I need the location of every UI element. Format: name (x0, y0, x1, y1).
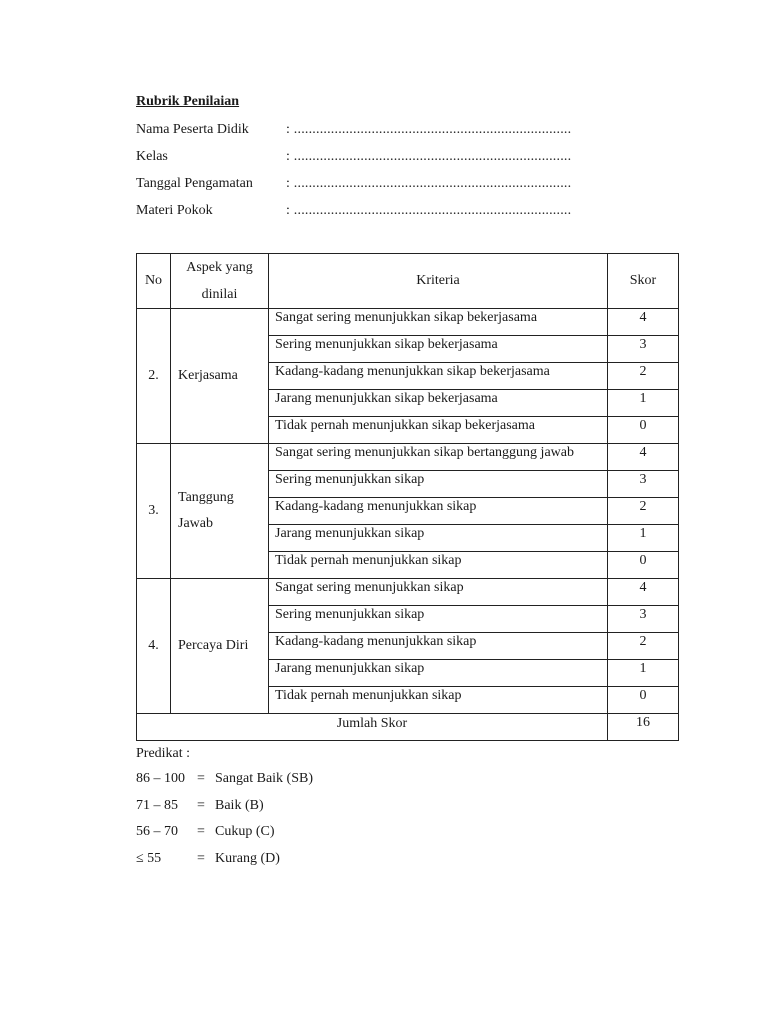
field-fill-line: : ........................................................................... (286, 149, 572, 164)
predikat-item (136, 766, 436, 793)
field-label: Nama Peserta Didik (136, 122, 249, 137)
score-cell: 4 (608, 309, 679, 336)
predikat-item (136, 846, 436, 873)
field-tanggal (136, 170, 636, 197)
predikat-range: 86 – 100 (136, 771, 185, 786)
criteria-cell: Tidak pernah menunjukkan sikap (269, 687, 608, 714)
predikat-section (136, 744, 436, 872)
identity-fields (136, 116, 636, 224)
table-row (137, 444, 679, 471)
header-aspek-line1: Aspek yang (186, 260, 253, 275)
aspect-number: 4. (137, 579, 171, 714)
aspect-name: Kerjasama (171, 309, 269, 444)
criteria-cell: Jarang menunjukkan sikap (269, 660, 608, 687)
score-cell: 2 (608, 633, 679, 660)
total-row (137, 714, 679, 741)
aspect-name: Tanggung Jawab (171, 444, 269, 579)
rubric-table (136, 253, 679, 741)
field-label: Materi Pokok (136, 203, 213, 218)
table-row (137, 309, 679, 336)
field-materi (136, 197, 636, 224)
predikat-desc: Kurang (D) (215, 850, 280, 866)
header-kriteria: Kriteria (269, 254, 608, 309)
total-score: 16 (608, 714, 679, 741)
score-cell: 1 (608, 660, 679, 687)
page-title: Rubrik Penilaian (136, 94, 240, 109)
predikat-equals: = (197, 824, 205, 839)
score-cell: 0 (608, 417, 679, 444)
criteria-cell: Sangat sering menunjukkan sikap (269, 579, 608, 606)
aspect-name: Percaya Diri (171, 579, 269, 714)
header-skor: Skor (608, 254, 679, 309)
field-fill-line: : ........................................................................... (286, 203, 572, 218)
header-aspek-line2: dinilai (201, 287, 238, 302)
predikat-desc: Sangat Baik (SB) (215, 771, 313, 786)
predikat-desc: Cukup (C) (215, 824, 275, 839)
criteria-cell: Sering menunjukkan sikap (269, 606, 608, 633)
score-cell: 3 (608, 606, 679, 633)
field-label: Kelas (136, 149, 168, 164)
aspect-number: 3. (137, 444, 171, 579)
field-label: Tanggal Pengamatan (136, 176, 253, 191)
score-cell: 3 (608, 336, 679, 363)
criteria-cell: Kadang-kadang menunjukkan sikap (269, 633, 608, 660)
predikat-item (136, 793, 436, 820)
criteria-cell: Jarang menunjukkan sikap (269, 525, 608, 552)
table-row (137, 579, 679, 606)
criteria-cell: Sering menunjukkan sikap (269, 471, 608, 498)
criteria-cell: Sangat sering menunjukkan sikap bekerjasama (269, 309, 608, 336)
score-cell: 2 (608, 363, 679, 390)
predikat-range: 71 – 85 (136, 797, 178, 813)
predikat-desc: Baik (B) (215, 797, 264, 813)
criteria-cell: Kadang-kadang menunjukkan sikap (269, 498, 608, 525)
criteria-cell: Kadang-kadang menunjukkan sikap bekerjasama (269, 363, 608, 390)
predikat-equals: = (197, 771, 205, 786)
predikat-range: ≤ 55 (136, 850, 162, 866)
aspect-number: 2. (137, 309, 171, 444)
field-fill-line: : ........................................................................... (286, 122, 572, 137)
predikat-equals: = (197, 797, 205, 813)
criteria-cell: Sering menunjukkan sikap bekerjasama (269, 336, 608, 363)
criteria-cell: Tidak pernah menunjukkan sikap bekerjasama (269, 417, 608, 444)
field-kelas (136, 143, 636, 170)
score-cell: 1 (608, 525, 679, 552)
score-cell: 4 (608, 444, 679, 471)
header-no: No (137, 254, 171, 309)
predikat-item (136, 819, 436, 846)
score-cell: 0 (608, 552, 679, 579)
criteria-cell: Jarang menunjukkan sikap bekerjasama (269, 390, 608, 417)
table-header-row (137, 254, 679, 309)
predikat-equals: = (197, 850, 205, 866)
score-cell: 2 (608, 498, 679, 525)
score-cell: 3 (608, 471, 679, 498)
total-label: Jumlah Skor (137, 714, 608, 741)
predikat-range: 56 – 70 (136, 824, 178, 839)
header-aspek (171, 254, 269, 309)
field-nama (136, 116, 636, 143)
score-cell: 4 (608, 579, 679, 606)
criteria-cell: Tidak pernah menunjukkan sikap (269, 552, 608, 579)
score-cell: 0 (608, 687, 679, 714)
field-fill-line: : ........................................................................... (286, 176, 572, 191)
predikat-title: Predikat : (136, 746, 191, 761)
criteria-cell: Sangat sering menunjukkan sikap bertanggung jawab (269, 444, 608, 471)
score-cell: 1 (608, 390, 679, 417)
